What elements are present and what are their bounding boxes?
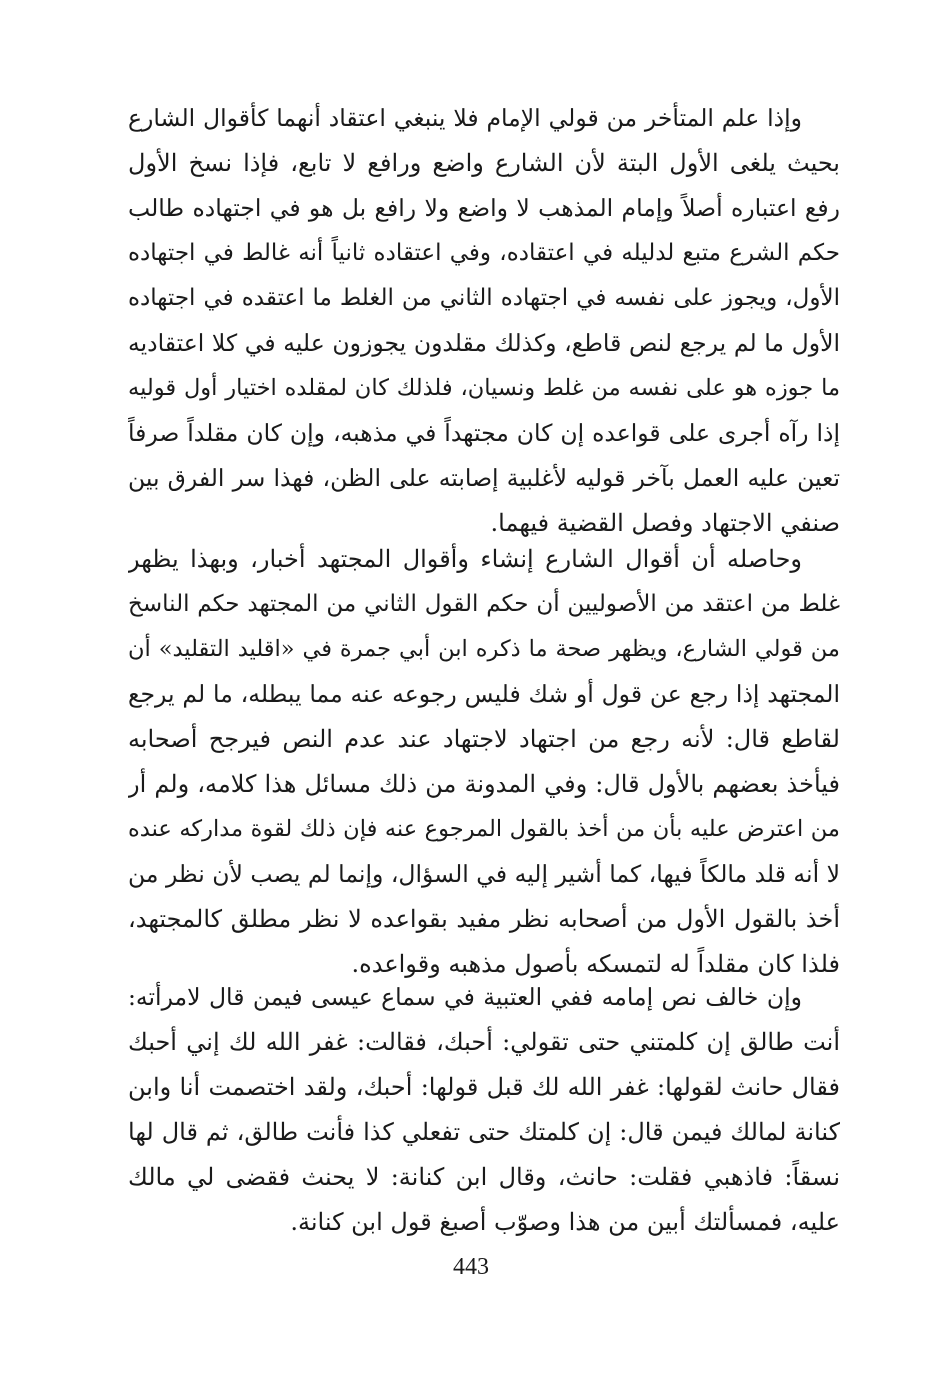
text-line: أخذ بالقول الأول من أصحابه نظر مفيد بقواعده لا نظر مطلق كالمجتهد، bbox=[128, 905, 840, 933]
text-line: من قولي الشارع، ويظهر صحة ما ذكره ابن أبي جمرة في «اقليد التقليد» أن bbox=[128, 636, 840, 662]
text-line: لقاطع قال: لأنه رجع من اجتهاد لاجتهاد عند عدم النص فيرجح أصحابه bbox=[128, 725, 840, 753]
text-line: بحيث يلغى الأول البتة لأن الشارع واضع ورافع لا تابع، فإذا نسخ الأول bbox=[128, 149, 840, 177]
text-line: وحاصله أن أقوال الشارع إنشاء وأقوال المجتهد أخبار، وبهذا يظهر bbox=[128, 545, 802, 573]
text-line: المجتهد إذا رجع عن قول أو شك فليس رجوعه عنه مما يبطله، ما لم يرجع bbox=[128, 680, 840, 708]
text-line: حكم الشرع متبع لدليله في اعتقاده، وفي اعتقاده ثانياً أنه غالط في اجتهاده bbox=[128, 240, 840, 266]
text-line: الأول، ويجوز على نفسه في اجتهاده الثاني من الغلط ما اعتقده في اجتهاده bbox=[128, 285, 840, 311]
text-line: كنانة لمالك فيمن قال: إن كلمتك حتى تفعلي كذا فأنت طالق، ثم قال لها bbox=[128, 1118, 840, 1146]
text-line: وإن خالف نص إمامه ففي العتبية في سماع عيسى فيمن قال لامرأته: bbox=[128, 983, 802, 1011]
text-line: صنفي الاجتهاد وفصل القضية فيهما. bbox=[490, 509, 840, 537]
text-line: الأول ما لم يرجع لنص قاطع، وكذلك مقلدون يجوزون عليه في كلا اعتقاديه bbox=[128, 329, 840, 357]
text-line: فيأخذ بعضهم بالأول قال: وفي المدونة من ذلك مسائل هذا كلامه، ولم أر bbox=[128, 770, 840, 798]
text-line: إذا رآه أجرى على قواعده إن كان مجتهداً في مذهبه، وإن كان مقلداً صرفاً bbox=[128, 419, 840, 447]
text-line: غلط من اعتقد من الأصوليين أن حكم القول الثاني من المجتهد حكم الناسخ bbox=[128, 591, 840, 617]
text-line: نسقاً: فاذهبي فقلت: حانث، وقال ابن كنانة: لا يحنث فقضى لي مالك bbox=[128, 1163, 840, 1191]
text-line: فلذا كان مقلداً له لتمسكه بأصول مذهبه وقواعده. bbox=[351, 950, 840, 978]
text-line: تعين عليه العمل بآخر قوليه لأغلبية إصابته على الظن، فهذا سر الفرق بين bbox=[128, 464, 840, 492]
paragraph-3 bbox=[128, 975, 840, 1245]
paragraph-1 bbox=[128, 96, 840, 546]
page-number: 443 bbox=[453, 1254, 489, 1280]
text-line: فقال حانث لقولها: غفر الله لك قبل قولها: أحبك، ولقد اختصمت أنا وابن bbox=[128, 1073, 840, 1101]
paragraph-2 bbox=[128, 537, 840, 987]
text-line: أنت طالق إن كلمتني حتى تقولي: أحبك، فقالت: غفر الله لك إني أحبك bbox=[128, 1028, 840, 1056]
text-line: عليه، فمسألتك أبين من هذا وصوّب أصبغ قول ابن كنانة. bbox=[290, 1208, 840, 1236]
text-line: رفع اعتباره أصلاً وإمام المذهب لا واضع ولا رافع بل هو في اجتهاده طالب bbox=[128, 194, 840, 222]
text-line: لا أنه قلد مالكاً فيها، كما أشير إليه في السؤال، وإنما لم يصب لأن نظر من bbox=[128, 860, 840, 888]
text-line: من اعترض عليه بأن من أخذ بالقول المرجوع عنه فإن ذلك لقوة مداركه عنده bbox=[128, 816, 840, 842]
text-line: وإذا علم المتأخر من قولي الإمام فلا ينبغي اعتقاد أنهما كأقوال الشارع bbox=[128, 104, 802, 132]
text-line: ما جوزه هو على نفسه من غلط ونسيان، فلذلك كان لمقلده اختيار أول قوليه bbox=[128, 375, 840, 401]
